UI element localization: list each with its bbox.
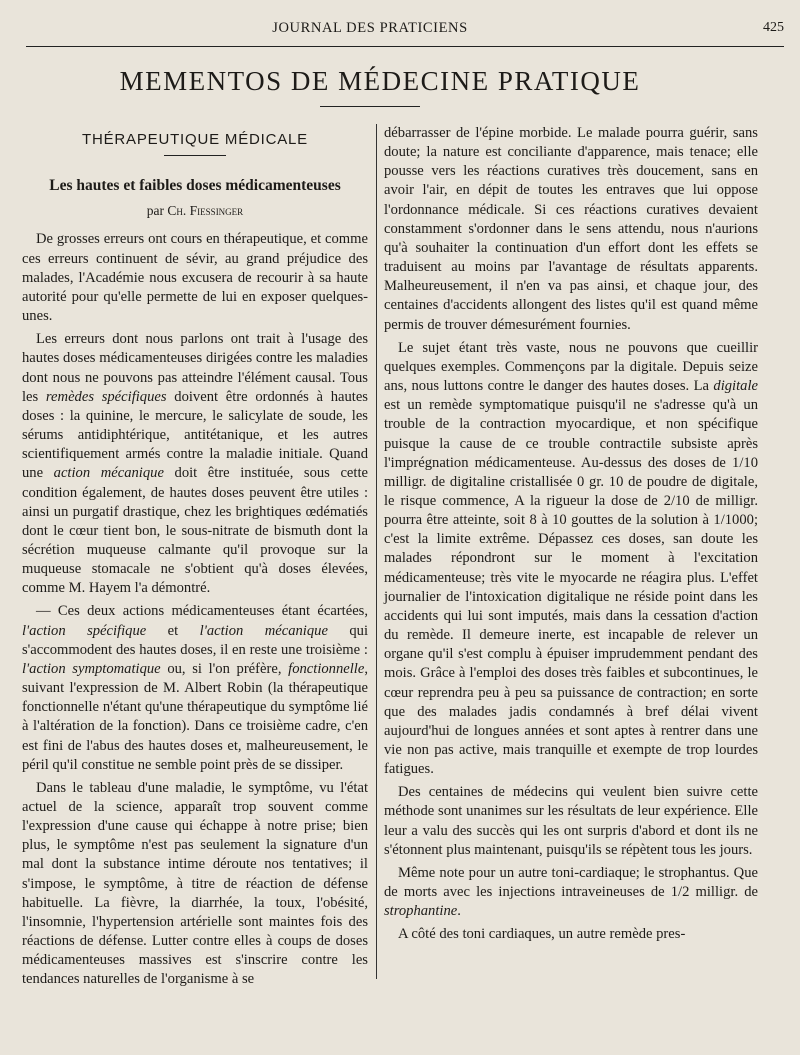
paragraph: Même note pour un autre toni-cardiaque; le strophantus. Que de morts avec les injections intraveineuses de 1/2 milligr. de strophantine. bbox=[384, 864, 758, 920]
paragraph: — Ces deux actions médicamenteuses étant écartées, l'action spécifique et l'action mécanique qui s'accommodent des hautes doses, il en reste une troisième : l'action symptomatique ou, si l'on préfère, fonctionnelle, suivant l'expression de M. Albert Robin (la thérapeutique fonctionnelle n'étant qu'une thérapeutique du symptôme lié à l'altération de la fonction). Dans ce troisième cadre, c'en est fini de l'abus des hautes doses et, malheureusement, le péril qu'il constitue ne semble point près de se dissiper. bbox=[22, 603, 369, 773]
paragraph: Le sujet étant très vaste, nous ne pouvons que cueillir quelques exemples. Commençons par la digitale. Depuis seize ans, nous luttons contre le danger des hautes doses. La digitale est un remède symptomatique puisqu'il ne s'adresse qu'à un trouble de la contraction myocardique, et non spécifique puisque la cause de ce trouble contractile subsiste après l'imprégnation médicamenteuse. Au-dessus des doses de 1/10 milligr. de digitaline cristallisée 0 gr. 10 de poudre de digitale, le risque commence, A la rigueur la dose de 2/10 de milligr. pourra être atteinte, soit 8 à 10 gouttes de la solution à 1/1000; c'est la limite extrême. Dépassez ces doses, san doute les malades répondront sur le moment à l'excitation médicamenteuse; très vite le myocarde ne réagira plus. L'effet journalier de l'intoxication digitalique ne réside point dans les accidents qui lui sont imputés, mais dans la cessation d'action du remède. Il demeure inerte, est incapable de relever un organe qu'il s'est complu à épuiser imprudemment pendant des mois. Grâce à l'emploi des doses très faibles et subcontinues, le cœur reprendra peu à peu sa puissance de contraction; en sorte que des malades jadis condamnés à bref délai vivent aujourd'hui de longues années et sont aptes à rentrer dans une vie non pas active, mais tranquille et exempte de trop lourdes fatigues. bbox=[384, 339, 758, 778]
article-title: Les hautes et faibles doses médicamenteuses bbox=[49, 177, 341, 195]
journal-title: JOURNAL DES PRATICIENS bbox=[272, 20, 468, 36]
paragraph: A côté des toni cardiaques, un autre remède pres- bbox=[398, 926, 686, 943]
byline-prefix: par bbox=[146, 203, 165, 219]
paragraph: débarrasser de l'épine morbide. Le malade pourra guérir, sans doute; la nature est conciliante d'apparence, mais tenace; elle pousse vers les réactions curatives très doucement, sans en avoir l'air, en dépit de toutes les entraves que lui oppose l'ordonnance médicale. Si ces réactions curatives devaient constamment s'ordonner dans le sens attendu, nous n'aurions qu'à souhaiter la continuation d'un effort dont les effets se traduisent au moins par l'avantage de résultats apparents. Malheureusement, il n'en va pas ainsi, et chaque jour, des centaines d'accidents allongent des listes qu'il est quand même permis de trouver démesurément fournies. bbox=[384, 125, 758, 333]
left-column bbox=[22, 124, 368, 994]
byline bbox=[22, 201, 368, 220]
section-rule bbox=[320, 106, 420, 107]
right-column bbox=[384, 124, 758, 949]
paragraph: Dans le tableau d'une maladie, le symptôme, vu l'état actuel de la science, apparaît trop souvent comme l'expression d'une cause qui échappe à notre prise; bien plus, le symptôme n'est pas seulement la signature d'un mal dont la substance intime déroute nos tentatives; il s'impose, le symptôme, à titre de réaction de défense habituelle. La fièvre, la diarrhée, la toux, l'obésité, l'insomnie, l'hypertension artérielle sont maintes fois des réactions de défense. Lutter contre elles à coups de doses médicamenteuses massives est s'inscrire contre les tendances naturelles de l'organisme à se bbox=[22, 779, 368, 988]
subject-heading: THÉRAPEUTIQUE MÉDICALE bbox=[82, 131, 308, 148]
byline-author: Ch. Fiessinger bbox=[167, 203, 244, 219]
running-head bbox=[0, 14, 800, 40]
page-number: 425 bbox=[763, 20, 784, 35]
header-rule bbox=[26, 46, 784, 47]
column-divider bbox=[376, 124, 377, 979]
paragraph: De grosses erreurs ont cours en thérapeutique, et comme ces erreurs continuent de sévir, au grand préjudice des malades, l'Académie nous excusera de recourir à sa haute autorité pour qu'elle permette de lui en exposer quelques-unes. bbox=[22, 231, 368, 325]
section-title: MEMENTOS DE MÉDECINE PRATIQUE bbox=[119, 66, 641, 96]
paragraph: Des centaines de médecins qui veulent bien suivre cette méthode sont unanimes sur les résultats de leur expérience. Elle leur a valu des succès qui les ont surpris d'abord et dont ils ne s'étonnent plus maintenant, puisqu'ils se répètent tous les jours. bbox=[384, 784, 758, 858]
paragraph: Les erreurs dont nous parlons ont trait à l'usage des hautes doses médicamenteuses dirigées contre les maladies dont nous ne pouvons pas atteindre l'élément causal. Tous les remèdes spécifiques doivent être ordonnés à hautes doses : la quinine, le mercure, le salicylate de soude, les sérums antidiphtérique, antitétanique, et les autres scientifiquement armés contre la maladie initiale. Quand une action mécanique doit être instituée, sous cette condition également, de hautes doses peuvent être utiles : ainsi un purgatif drastique, chez les brightiques œdématiés dont le cœur tient bon, le sous-nitrate de bismuth dont la sécrétion muqueuse calmante qu'il provoque sur la muqueuse stomacale ne s'obtient qu'à doses élevées, comme M. Hayem l'a démontré. bbox=[22, 331, 368, 597]
subject-rule bbox=[164, 155, 226, 156]
